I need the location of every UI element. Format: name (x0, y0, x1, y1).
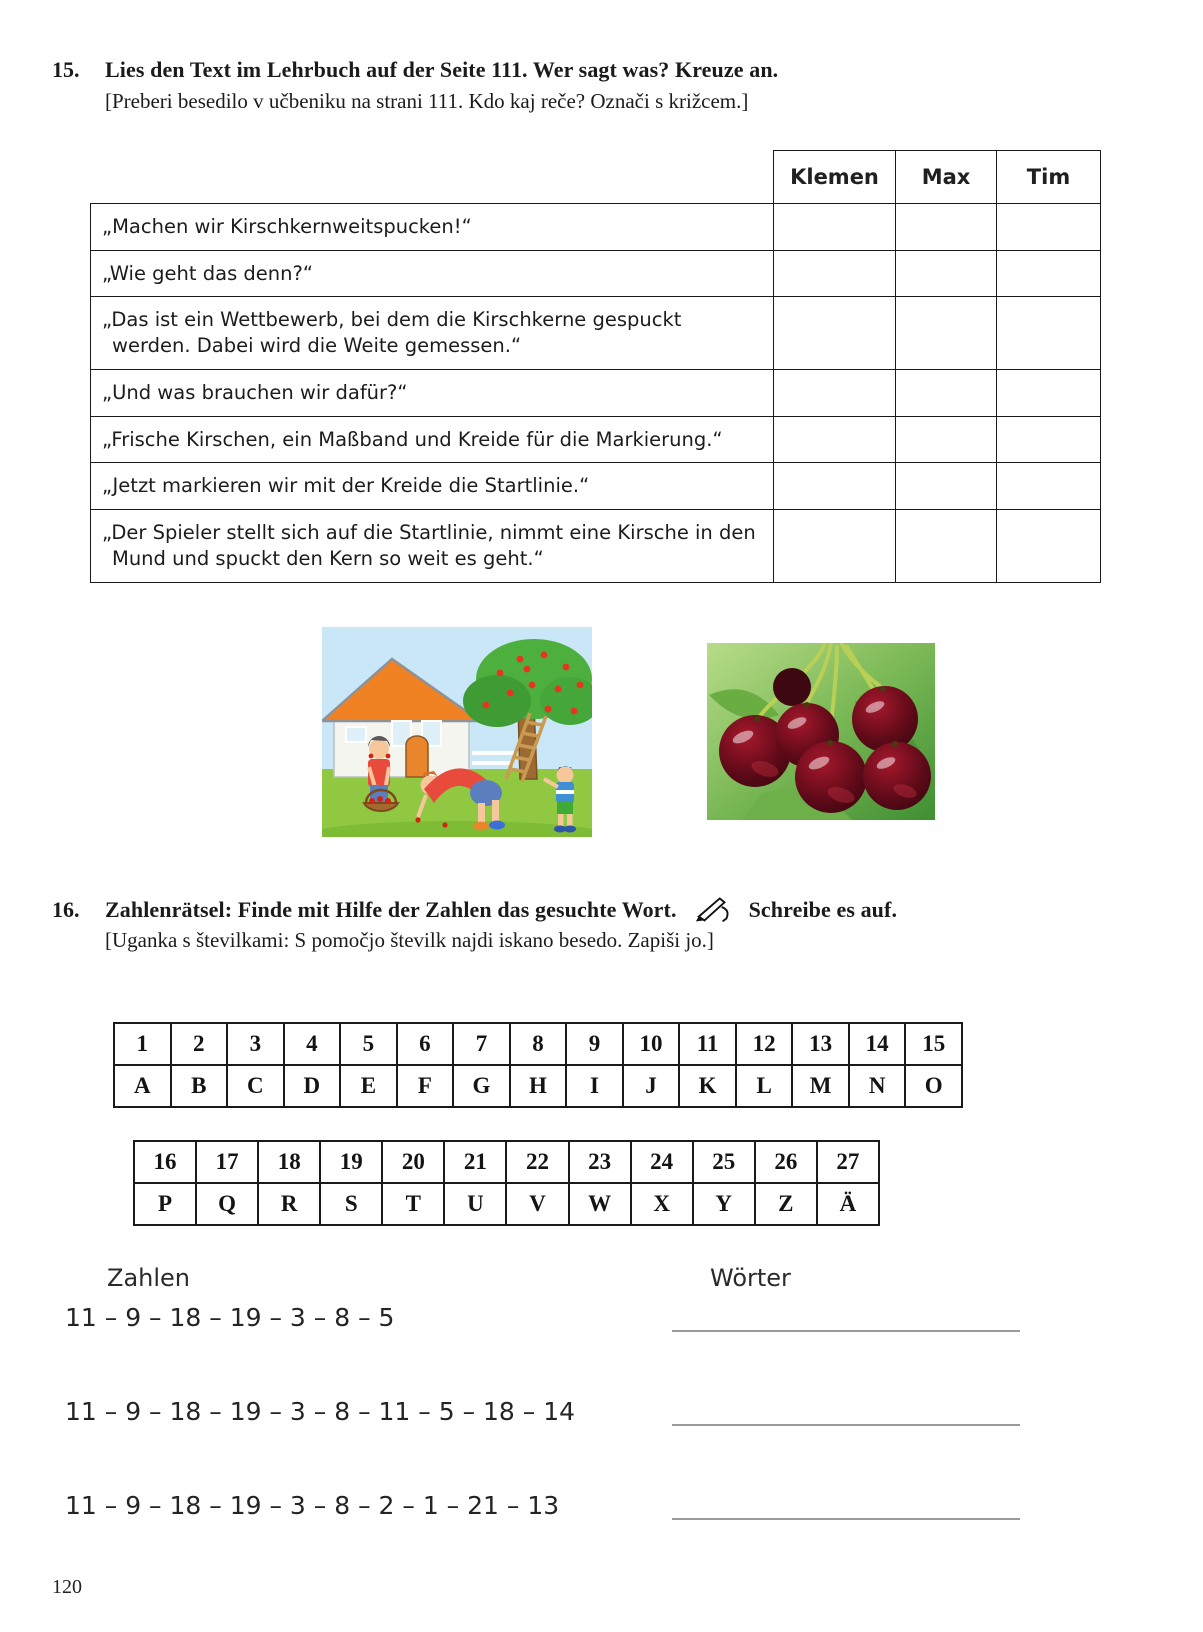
writing-hand-icon (693, 893, 735, 929)
answer-line[interactable] (672, 1394, 1020, 1426)
code-number-cell: 21 (444, 1141, 506, 1183)
code-number-cell: 26 (755, 1141, 817, 1183)
code-number-cell: 16 (134, 1141, 196, 1183)
exercise15-title: Lies den Text im Lehrbuch auf der Seite 111. Wer sagt was? Kreuze an. (105, 57, 779, 82)
code-number-cell: 11 (679, 1023, 736, 1065)
table-row (91, 297, 1101, 369)
code-number-cell: 27 (817, 1141, 879, 1183)
check-cell-klemen[interactable] (774, 510, 896, 582)
check-cell-max[interactable] (896, 416, 997, 463)
code-number-cell: 24 (631, 1141, 693, 1183)
code-number-cell: 1 (114, 1023, 171, 1065)
check-cell-max[interactable] (896, 297, 997, 369)
code-number-cell: 7 (453, 1023, 510, 1065)
quote-text: „Machen wir Kirschkernweitspucken!“ (91, 204, 774, 251)
exercise15-number: 15. (52, 57, 80, 82)
code-letter-cell: K (679, 1065, 736, 1107)
code-letter-cell: H (510, 1065, 567, 1107)
table-row (91, 510, 1101, 582)
check-cell-tim[interactable] (997, 416, 1101, 463)
exercise15-translation: [Preberi besedilo v učbeniku na strani 111. Kdo kaj reče? Označi s križcem.] (105, 89, 749, 113)
code-letter-cell: G (453, 1065, 510, 1107)
cherry-picking-cartoon-image (322, 627, 592, 837)
code-letter-cell: Ä (817, 1183, 879, 1225)
code-number-cell: 10 (623, 1023, 680, 1065)
code-letter-cell: R (258, 1183, 320, 1225)
code-number-cell: 4 (284, 1023, 341, 1065)
code-number-cell: 23 (569, 1141, 631, 1183)
quote-text: „Wie geht das denn?“ (91, 250, 774, 297)
table-row (91, 416, 1101, 463)
exercise16-translation: [Uganka s številkami: S pomočjo številk najdi iskano besedo. Zapiši jo.] (105, 928, 714, 952)
check-cell-tim[interactable] (997, 204, 1101, 251)
quote-text: „Jetzt markieren wir mit der Kreide die Startlinie.“ (91, 463, 774, 510)
code-number-cell: 9 (566, 1023, 623, 1065)
code-letters-row (114, 1065, 962, 1107)
code-letter-cell: U (444, 1183, 506, 1225)
code-number-cell: 12 (736, 1023, 793, 1065)
check-cell-tim[interactable] (997, 369, 1101, 416)
code-number-cell: 19 (320, 1141, 382, 1183)
puzzle-row (65, 1296, 1145, 1332)
code-letter-cell: C (227, 1065, 284, 1107)
code-letter-cell: T (382, 1183, 444, 1225)
code-letter-cell: V (506, 1183, 568, 1225)
table-row (91, 204, 1101, 251)
code-letter-cell: E (340, 1065, 397, 1107)
code-number-cell: 17 (196, 1141, 258, 1183)
code-letter-cell: D (284, 1065, 341, 1107)
number-sequence: 11 – 9 – 18 – 19 – 3 – 8 – 11 – 5 – 18 – 14 (65, 1397, 576, 1426)
check-cell-tim[interactable] (997, 250, 1101, 297)
code-number-cell: 15 (905, 1023, 962, 1065)
code-letter-cell: Q (196, 1183, 258, 1225)
code-number-cell: 13 (792, 1023, 849, 1065)
exercise16-heading (52, 893, 897, 929)
cherries-photo (707, 643, 935, 820)
numbers-column-label: Zahlen (107, 1264, 191, 1292)
code-letter-cell: A (114, 1065, 171, 1107)
code-letters-row (134, 1183, 879, 1225)
code-letter-cell: F (397, 1065, 454, 1107)
answer-line[interactable] (672, 1488, 1020, 1520)
number-sequence: 11 – 9 – 18 – 19 – 3 – 8 – 5 (65, 1303, 395, 1332)
code-number-cell: 3 (227, 1023, 284, 1065)
exercise16-title-before: Zahlenrätsel: Finde mit Hilfe der Zahlen das gesuchte Wort. (105, 897, 677, 922)
code-letter-cell: S (320, 1183, 382, 1225)
code-number-cell: 20 (382, 1141, 444, 1183)
check-cell-tim[interactable] (997, 463, 1101, 510)
puzzle-row (65, 1484, 1145, 1520)
number-sequence: 11 – 9 – 18 – 19 – 3 – 8 – 2 – 1 – 21 – 13 (65, 1491, 560, 1520)
code-number-cell: 25 (693, 1141, 755, 1183)
check-cell-klemen[interactable] (774, 250, 896, 297)
who-says-what-table (90, 150, 1101, 583)
check-cell-klemen[interactable] (774, 297, 896, 369)
column-header-tim: Tim (997, 151, 1101, 204)
code-letter-cell: B (171, 1065, 228, 1107)
check-cell-max[interactable] (896, 204, 997, 251)
code-letter-cell: P (134, 1183, 196, 1225)
code-table-1-15 (113, 1022, 963, 1108)
exercise15-heading (52, 57, 778, 83)
quote-text: „Der Spieler stellt sich auf die Startlinie, nimmt eine Kirsche in den Mund und spuckt den Kern so weit es geht.“ (91, 510, 774, 582)
puzzle-list (65, 1296, 1145, 1578)
quote-text: „Das ist ein Wettbewerb, bei dem die Kirschkerne gespuckt werden. Dabei wird die Weite gemessen.“ (91, 297, 774, 369)
code-number-cell: 18 (258, 1141, 320, 1183)
column-header-max: Max (896, 151, 997, 204)
code-letter-cell: I (566, 1065, 623, 1107)
code-letter-cell: X (631, 1183, 693, 1225)
words-column-label: Wörter (710, 1264, 791, 1292)
cherries-photo-image (707, 643, 935, 820)
check-cell-max[interactable] (896, 463, 997, 510)
check-cell-klemen[interactable] (774, 204, 896, 251)
check-cell-max[interactable] (896, 250, 997, 297)
code-number-cell: 6 (397, 1023, 454, 1065)
check-cell-max[interactable] (896, 510, 997, 582)
code-letter-cell: J (623, 1065, 680, 1107)
table-row (91, 369, 1101, 416)
quote-text: „Frische Kirschen, ein Maßband und Kreide für die Markierung.“ (91, 416, 774, 463)
code-letter-cell: L (736, 1065, 793, 1107)
check-cell-klemen[interactable] (774, 369, 896, 416)
check-cell-klemen[interactable] (774, 416, 896, 463)
check-cell-tim[interactable] (997, 297, 1101, 369)
code-number-cell: 22 (506, 1141, 568, 1183)
code-letter-cell: M (792, 1065, 849, 1107)
page-number: 120 (52, 1576, 82, 1598)
code-letter-cell: O (905, 1065, 962, 1107)
table-row (91, 250, 1101, 297)
code-letter-cell: Z (755, 1183, 817, 1225)
code-letter-cell: W (569, 1183, 631, 1225)
table-row (91, 463, 1101, 510)
exercise16-title-after: Schreibe es auf. (748, 897, 898, 922)
code-number-cell: 14 (849, 1023, 906, 1065)
code-letter-cell: Y (693, 1183, 755, 1225)
code-number-cell: 5 (340, 1023, 397, 1065)
cartoon-illustration (322, 627, 592, 837)
table-header-row (91, 151, 1101, 204)
code-table-16-27 (133, 1140, 880, 1226)
check-cell-max[interactable] (896, 369, 997, 416)
code-numbers-row (134, 1141, 879, 1183)
code-number-cell: 8 (510, 1023, 567, 1065)
exercise16-title (105, 893, 897, 929)
quote-text: „Und was brauchen wir dafür?“ (91, 369, 774, 416)
corner-cell (91, 151, 774, 204)
code-letter-cell: N (849, 1065, 906, 1107)
check-cell-klemen[interactable] (774, 463, 896, 510)
code-number-cell: 2 (171, 1023, 228, 1065)
code-numbers-row (114, 1023, 962, 1065)
exercise16-number: 16. (52, 897, 80, 922)
answer-line[interactable] (672, 1300, 1020, 1332)
column-header-klemen: Klemen (774, 151, 896, 204)
check-cell-tim[interactable] (997, 510, 1101, 582)
puzzle-row (65, 1390, 1145, 1426)
